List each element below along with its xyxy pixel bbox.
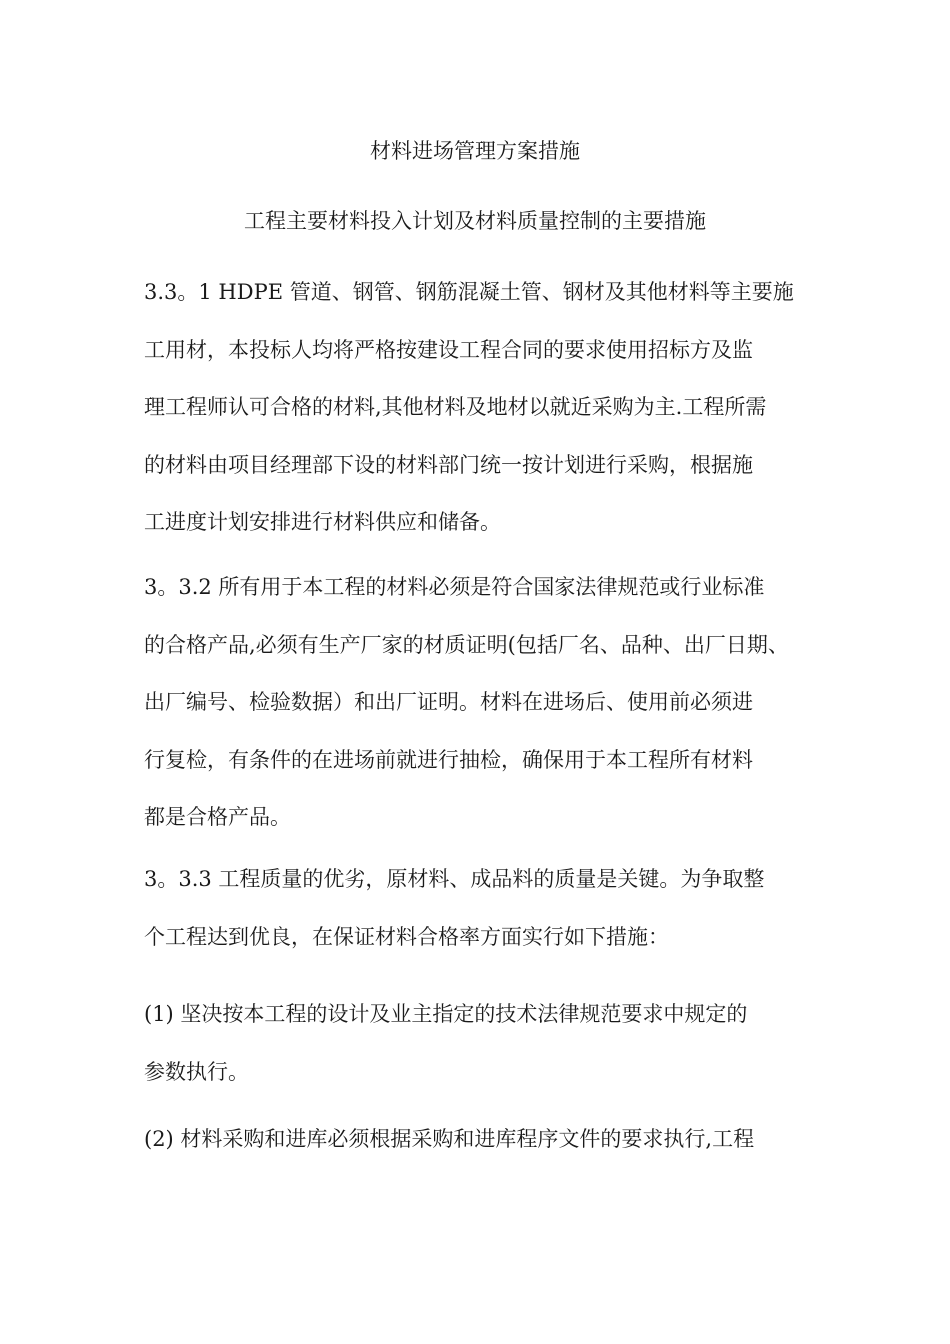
document-title: 材料进场管理方案措施 xyxy=(370,139,580,163)
paragraph-line: 3.3。1 HDPE 管道、钢管、钢筋混凝土管、钢材及其他材料等主要施 xyxy=(144,280,794,304)
paragraph-line: 3。3.3 工程质量的优劣，原材料、成品料的质量是关键。为争取整 xyxy=(144,867,765,891)
paragraph-line: 的合格产品,必须有生产厂家的材质证明(包括厂名、品种、出厂日期、 xyxy=(144,632,789,657)
paragraph-line: (2) 材料采购和进库必须根据采购和进库程序文件的要求执行,工程 xyxy=(144,1127,755,1151)
paragraph-line: 个工程达到优良，在保证材料合格率方面实行如下措施： xyxy=(144,924,669,949)
paragraph-line: 工进度计划安排进行材料供应和储备。 xyxy=(144,510,501,534)
paragraph-line: (1) 坚决按本工程的设计及业主指定的技术法律规范要求中规定的 xyxy=(144,1002,748,1026)
paragraph-3-3-3 xyxy=(144,865,824,980)
paragraph-line: 行复检，有条件的在进场前就进行抽检，确保用于本工程所有材料 xyxy=(144,747,753,772)
paragraph-line: 理工程师认可合格的材料,其他材料及地材以就近采购为主.工程所需 xyxy=(144,395,767,419)
paragraph-line: 工用材，本投标人均将严格按建设工程合同的要求使用招标方及监 xyxy=(144,337,753,362)
paragraph-line: 的材料由项目经理部下设的材料部门统一按计划进行采购，根据施 xyxy=(144,452,753,477)
paragraph-line: 3。3.2 所有用于本工程的材料必须是符合国家法律规范或行业标准 xyxy=(144,575,765,599)
paragraph-line: 都是合格产品。 xyxy=(144,805,291,829)
document-subtitle: 工程主要材料投入计划及材料质量控制的主要措施 xyxy=(244,209,706,233)
paragraph-line: 出厂编号、检验数据）和出厂证明。材料在进场后、使用前必须进 xyxy=(144,690,753,714)
paragraph-line: 参数执行。 xyxy=(144,1059,249,1084)
paragraph-3-3-2 xyxy=(144,573,824,861)
list-item-1 xyxy=(144,1000,824,1115)
paragraph-3-3-1 xyxy=(144,278,824,566)
list-item-2 xyxy=(144,1125,824,1183)
